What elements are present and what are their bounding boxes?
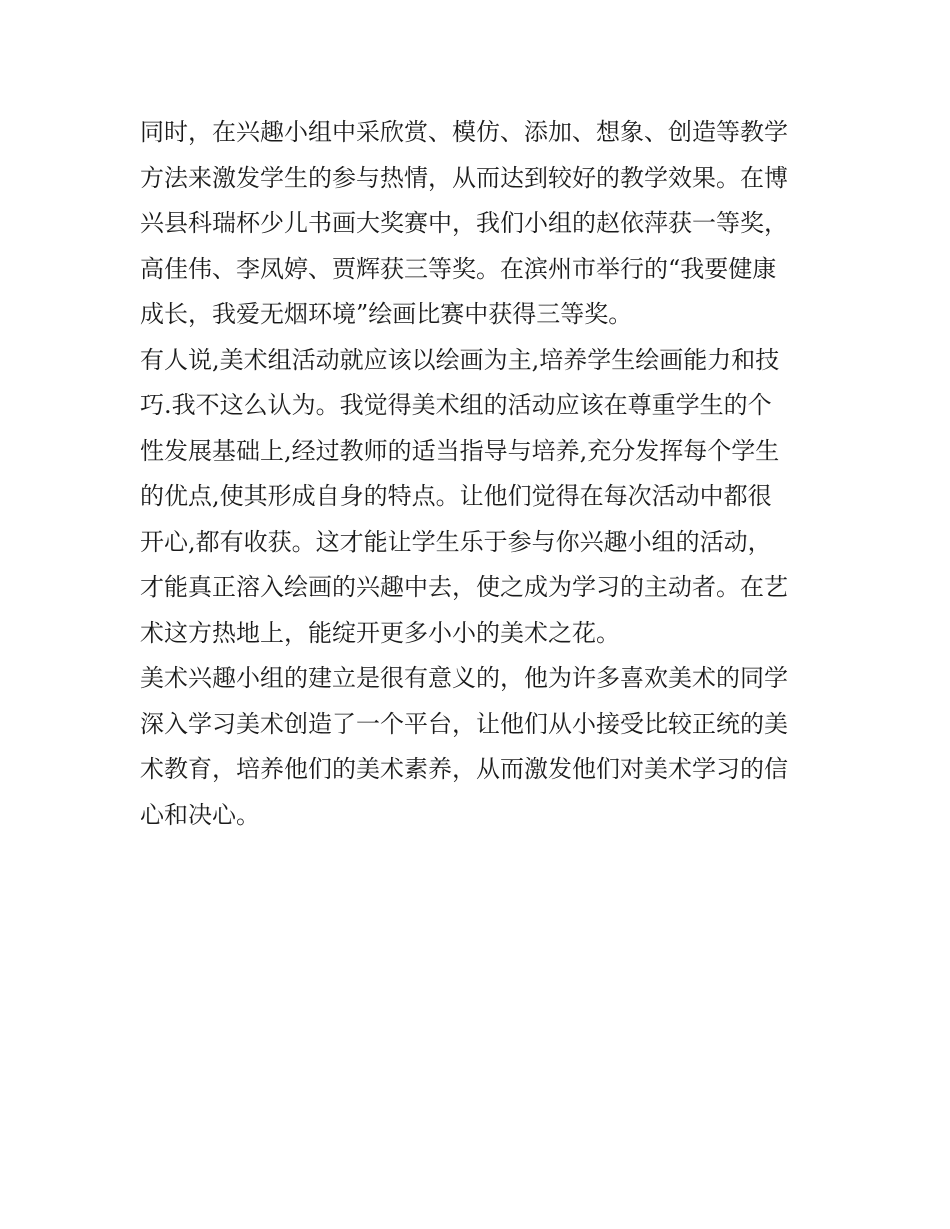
text-line: 的优点,使其形成自身的特点。让他们觉得在每次活动中都很: [140, 482, 772, 510]
text-line: 术这方热地上，能绽开更多小小的美术之花。: [140, 618, 620, 647]
text-line: 术教育，培养他们的美术素养，从而激发他们对美术学习的信: [140, 755, 788, 783]
text-line: 开心,都有收获。这才能让学生乐于参与你兴趣小组的活动，: [140, 527, 772, 556]
text-line: 深入学习美术创造了一个平台，让他们从小接受比较正统的美: [140, 709, 788, 738]
paragraph-3: [140, 656, 820, 838]
paragraph-2: [140, 338, 820, 657]
text-line: 美术兴趣小组的建立是很有意义的，他为许多喜欢美术的同学: [140, 664, 788, 692]
text-line: 同时，在兴趣小组中采欣赏、模仿、添加、想象、创造等教学: [140, 118, 788, 146]
text-line: 性发展基础上,经过教师的适当指导与培养,充分发挥每个学生: [140, 436, 780, 465]
text-line: 方法来激发学生的参与热情，从而达到较好的教学效果。在博: [140, 163, 788, 192]
text-line: 高佳伟、李凤婷、贾辉获三等奖。在滨州市举行的“我要健康: [140, 254, 777, 283]
text-line: 巧.我不这么认为。我觉得美术组的活动应该在尊重学生的个: [140, 391, 772, 419]
text-line: 才能真正溶入绘画的兴趣中去，使之成为学习的主动者。在艺: [140, 573, 788, 601]
document-body: [140, 110, 820, 838]
paragraph-1: [140, 110, 820, 338]
text-line: 成长，我爱无烟环境”绘画比赛中获得三等奖。: [140, 300, 633, 328]
text-line: 心和决心。: [140, 800, 260, 829]
text-line: 兴县科瑞杯少儿书画大奖赛中，我们小组的赵依萍获一等奖，: [140, 209, 788, 237]
text-line: 有人说,美术组活动就应该以绘画为主,培养学生绘画能力和技: [140, 345, 780, 374]
